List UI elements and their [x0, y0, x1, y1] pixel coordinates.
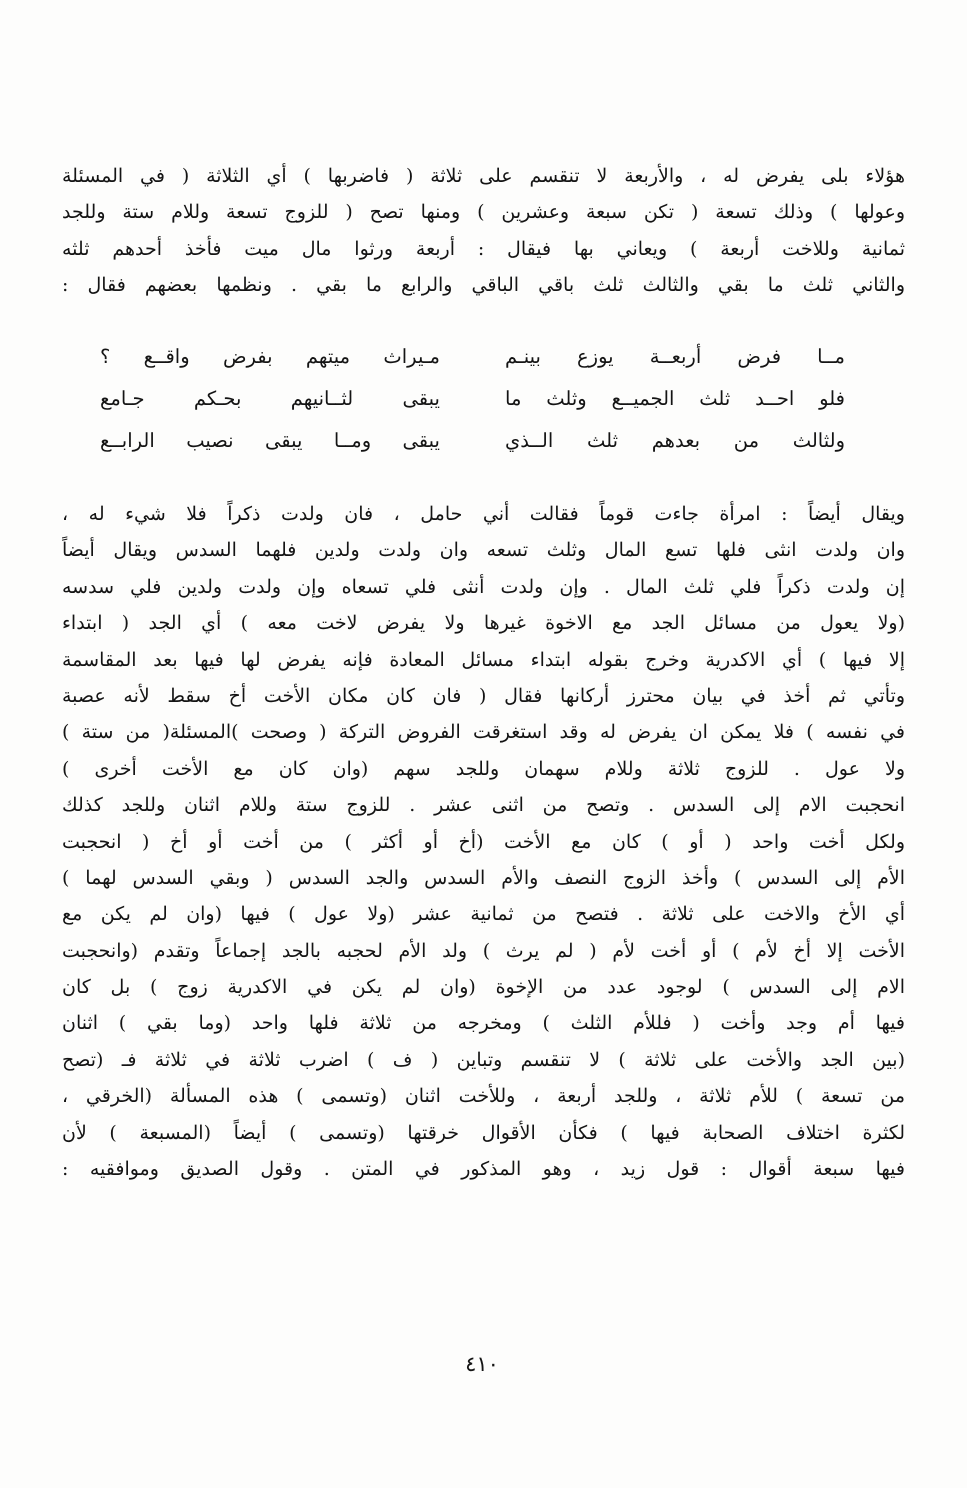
verse-first-hemistich: مــا فرض أربعــة يوزع بينـم: [505, 345, 845, 368]
paragraph-top: [62, 158, 905, 304]
text-line: ولكل أخت واحد ( أو ) كان مع الأخت (أخ أو أكثر ) من أخت أو أخ ( انحجبت: [62, 830, 905, 853]
text-line: في نفسه ) فلا يمكن ان يفرض له وقد استغرقت الفروض التركة ( وصحت )المسئلة( من ستة ): [62, 721, 905, 744]
poem-verse: [100, 378, 845, 420]
poem-verse: [100, 420, 845, 462]
text-line: ثمانية وللاخت أربعة ) ويعاني بها فيقال : أربعة ورثوا مال ميت فأخذ أحدهم ثلثه: [62, 237, 905, 260]
text-line: من تسعة ) للأم ثلاثة ، وللجد أربعة ، وللأخت اثنان (وتسمى ) هذه المسألة (الخرقي ،: [62, 1085, 905, 1108]
text-line: إلا فيها ) أي الاكدرية وخرج بقوله ابتداء مسائل المعادة فإنه يفرض لها فيها بعد المقاسمة: [62, 648, 905, 671]
verse-second-hemistich: يبقى ومــا يبقى نصيب الرابــع: [100, 429, 440, 452]
text-line: الأم إلى السدس ) وأخذ الزوج النصف والأم السدس والجد السدس ( وبقي السدس لهما ): [62, 866, 905, 889]
verse-first-hemistich: ولثالث من بعدهم ثلث الــذي: [505, 429, 845, 452]
text-line: ولا عول . للزوج ثلاثة وللام سهمان وللجد سهم (وان كان مع الأخت أخرى ): [62, 757, 905, 780]
text-line: انحجبت الام إلى السدس . وتصح من اثنى عشر . للزوج ستة وللام اثنان وللجد كذلك: [62, 794, 905, 817]
text-line: الام إلى السدس ) لوجود عدد من الإخوة (وان لم يكن في الاكدرية زوج ) بل كان: [62, 976, 905, 999]
text-line: والثاني ثلث ما بقي والثالث ثلث باقي الباقي والرابع ما بقي . ونظمها بعضهم فقال :: [62, 274, 905, 297]
text-line: فيها سبعة أقوال : قول زيد ، وهو المذكور في المتن . وقول الصديق وموافقيه :: [62, 1158, 905, 1181]
text-line: إن ولدت ذكراً فلي ثلث المال . وإن ولدت أنثى فلي تسعاه وإن ولدت ولدين فلي سدسه: [62, 575, 905, 598]
verse-first-hemistich: فلو احــد ثلث الجميــع وثلث ما: [505, 387, 845, 410]
poem-verse: [100, 336, 845, 378]
text-line: وعولها ) وذلك تسعة ( تكن سبعة وعشرين ) ومنها تصح ( للزوج تسعة وللام ستة وللجد: [62, 201, 905, 224]
verse-second-hemistich: يبقى لثــانيهم بحـكم جـامع: [100, 387, 440, 410]
text-line: وان ولدت انثى فلها تسع المال وثلث تسعه وان ولدت ولدين فلهما السدس ويقال أيضاً: [62, 539, 905, 562]
text-line: أي الأخ والاخت على ثلاثة . فتصح من ثمانية عشر (ولا عول ) فيها (وان لم يكن مع: [62, 903, 905, 926]
poem: [100, 336, 845, 462]
text-line: فيها أم وجد وأخت ( فللأم الثلث ) ومخرجه من ثلاثة فلها واحد (وما بقي ) اثنان: [62, 1012, 905, 1035]
verse-second-hemistich: مـيراث ميتهم بفرض واقــع ؟: [100, 345, 440, 368]
text-line: وتأتي ثم أخذ في بيان محترز أركانها فقال ( فان كان مكان الأخت أخ سقط لأنه عصبة: [62, 684, 905, 707]
text-line: لكثرة اختلاف الصحابة فيها ) فكأن الأقوال خرقتها (وتسمى ) أيضاً (المسبعة ) لأن: [62, 1121, 905, 1144]
text-line: (بين الجد والأخت على ثلاثة ) لا تنقسم وتباين ( ف ) اضرب ثلاثة في ثلاثة فـ (تصح: [62, 1048, 905, 1071]
page-number: ٤١٠: [465, 1352, 499, 1376]
text-line: هؤلاء بلى يفرض له ، والأربعة لا تنقسم على ثلاثة ( فاضربها ) أي الثلاثة ( في المسئلة: [62, 165, 905, 187]
paragraph-main: [62, 496, 905, 1187]
text-line: (ولا يعول من مسائل الجد مع الاخوة غيرها ولا يفرض لاخت معه ) أي الجد ( ابتداء: [62, 612, 905, 635]
text-line: الأخت إلا أخ لأم ) أو أخت لأم ( لم يرث ) ولد الأم لحجبه بالجد إجماعاً وتقدم (وانحجبت: [62, 939, 905, 962]
text-line: ويقال أيضاً : امرأة جاءت قوماً فقالت أني حامل ، فان ولدت ذكراً فلا شيء له ،: [62, 503, 905, 525]
